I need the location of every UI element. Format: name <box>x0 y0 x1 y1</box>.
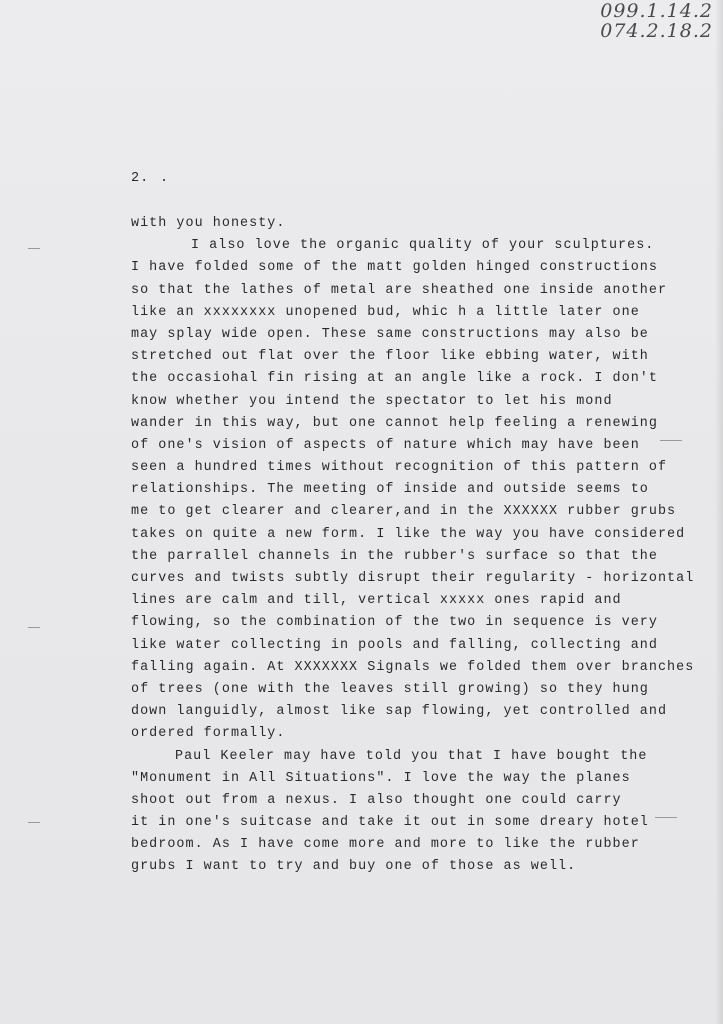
margin-mark <box>28 248 40 249</box>
text-line: "Monument in All Situations". I love the way the planes <box>131 770 631 786</box>
text-line: may splay wide open. These same constructions may also be <box>131 326 649 342</box>
page-number-dot: . <box>160 171 169 186</box>
text-line: falling again. At XXXXXXX Signals we folded them over branches <box>131 659 695 675</box>
text-line: takes on quite a new form. I like the way you have considered <box>131 526 686 542</box>
text-line: curves and twists subtly disrupt their regularity - horizontal <box>131 571 695 586</box>
text-line: seen a hundred times without recognition of this pattern of <box>131 460 668 476</box>
page-number: 2. <box>131 171 150 186</box>
text-line: down languidly, almost like sap flowing, yet controlled and <box>131 704 668 720</box>
text-line: ordered formally. <box>131 726 286 742</box>
letter-body <box>131 213 701 879</box>
text-line: of trees (one with the leaves still growing) so they hung <box>131 681 649 697</box>
margin-mark <box>28 627 40 628</box>
text-line: with you honesty. <box>131 216 286 231</box>
text-line: Paul Keeler may have told you that I have bought the <box>175 748 648 764</box>
text-line: me to get clearer and clearer,and in the XXXXXX rubber grubs <box>131 504 677 520</box>
text-line: of one's vision of aspects of nature which may have been <box>131 437 640 453</box>
text-line: stretched out flat over the floor like ebbing water, with <box>131 349 649 365</box>
text-line: I have folded some of the matt golden hinged constructions <box>131 260 658 276</box>
text-line: shoot out from a nexus. I also thought one could carry <box>131 792 622 808</box>
text-line: I also love the organic quality of your sculptures. <box>191 238 655 254</box>
text-line: flowing, so the combination of the two in sequence is very <box>131 615 658 631</box>
text-line: know whether you intend the spectator to let his mond <box>131 393 613 409</box>
text-line: wander in this way, but one cannot help feeling a renewing <box>131 415 658 431</box>
text-line: bedroom. As I have come more and more to like the rubber <box>131 837 640 853</box>
text-line: the parrallel channels in the rubber's surface so that the <box>131 548 658 564</box>
archive-reference-2: 074.2.18.2 <box>600 20 713 42</box>
text-line: so that the lathes of metal are sheathed one inside another <box>131 282 668 298</box>
text-line: relationships. The meeting of inside and outside seems to <box>131 482 649 498</box>
text-line: like water collecting in pools and falling, collecting and <box>131 637 658 653</box>
text-line: grubs I want to try and buy one of those as well. <box>131 859 577 875</box>
text-line: it in one's suitcase and take it out in some dreary hotel <box>131 815 649 831</box>
archive-reference-1: 099.1.14.2 <box>600 0 713 22</box>
page-edge-shadow <box>715 0 723 1024</box>
margin-mark <box>28 822 40 823</box>
text-line: like an xxxxxxxx unopened bud, whic h a little later one <box>131 304 640 320</box>
text-line: the occasiohal fin rising at an angle like a rock. I don't <box>131 371 658 387</box>
text-line: lines are calm and till, vertical xxxxx ones rapid and <box>131 593 622 609</box>
